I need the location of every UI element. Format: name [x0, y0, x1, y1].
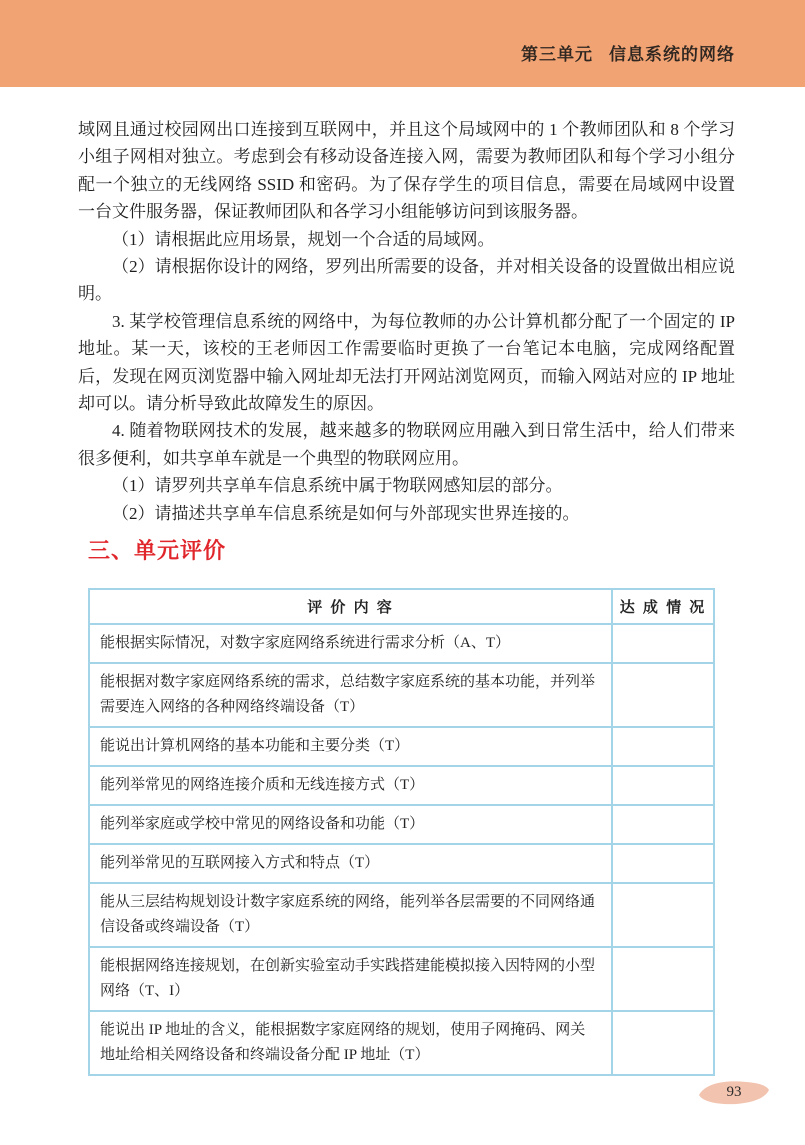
status-cell-empty [612, 766, 714, 805]
paragraph-continuation: 域网且通过校园网出口连接到互联网中，并且这个局域网中的 1 个教师团队和 8 个学习小组子网相对独立。考虑到会有移动设备连接入网，需要为教师团队和每个学习小组分配一个独立的无线网络 SSID 和密码。为了保存学生的项目信息，需要在局域网中设置一台文件服务器，保证教师团队和各学习小组能够访问到该服务器。 [78, 120, 735, 222]
status-cell-empty [612, 1011, 714, 1075]
status-cell-empty [612, 624, 714, 663]
table-row [89, 766, 714, 805]
column-header-content: 评 价 内 容 [89, 589, 612, 624]
table-row [89, 624, 714, 663]
page-number-badge [698, 1078, 770, 1106]
criterion-text: 能从三层结构规划设计数字家庭系统的网络，能列举各层需要的不同网络通信设备或终端设备（T） [89, 883, 612, 947]
column-header-status: 达 成 情 况 [612, 589, 714, 624]
section-heading-unit-evaluation: 三、单元评价 [88, 538, 227, 563]
criterion-text: 能列举常见的互联网接入方式和特点（T） [89, 844, 612, 883]
question-3: 3. 某学校管理信息系统的网络中，为每位教师的办公计算机都分配了一个固定的 IP 地址。某一天，该校的王老师因工作需要临时更换了一台笔记本电脑，完成网络配置后，发现在网页浏览器中输入网址却无法打开网站浏览网页，而输入网站对应的 IP 地址却可以。请分析导致此故障发生的原因。 [78, 311, 735, 414]
question-4: 4. 随着物联网技术的发展，越来越多的物联网应用融入到日常生活中，给人们带来很多便利，如共享单车就是一个典型的物联网应用。 [78, 421, 735, 468]
evaluation-table [88, 588, 715, 1076]
table-header-row [89, 589, 714, 624]
status-cell-empty [612, 844, 714, 883]
table-row [89, 844, 714, 883]
table-row [89, 883, 714, 947]
status-cell-empty [612, 947, 714, 1011]
question-4-sub2: （2）请描述共享单车信息系统是如何与外部现实世界连接的。 [112, 503, 580, 523]
unit-title: 信息系统的网络 [609, 45, 735, 64]
body-text [78, 116, 735, 527]
table-row [89, 727, 714, 766]
status-cell-empty [612, 883, 714, 947]
table-row [89, 947, 714, 1011]
criterion-text: 能列举家庭或学校中常见的网络设备和功能（T） [89, 805, 612, 844]
question-2-sub1: （1）请根据此应用场景，规划一个合适的局域网。 [112, 229, 495, 249]
criterion-text: 能根据对数字家庭网络系统的需求，总结数字家庭系统的基本功能，并列举需要连入网络的各种网络终端设备（T） [89, 663, 612, 727]
status-cell-empty [612, 727, 714, 766]
criterion-text: 能根据实际情况，对数字家庭网络系统进行需求分析（A、T） [89, 624, 612, 663]
page-number: 93 [726, 1083, 742, 1100]
table-row [89, 805, 714, 844]
status-cell-empty [612, 805, 714, 844]
criterion-text: 能说出 IP 地址的含义，能根据数字家庭网络的规划，使用子网掩码、网关地址给相关网络设备和终端设备分配 IP 地址（T） [89, 1011, 612, 1075]
unit-label: 第三单元 [521, 45, 593, 64]
top-orange-band [0, 0, 805, 87]
running-header [521, 40, 735, 65]
table-row [89, 663, 714, 727]
criterion-text: 能根据网络连接规划，在创新实验室动手实践搭建能模拟接入因特网的小型网络（T、I） [89, 947, 612, 1011]
criterion-text: 能列举常见的网络连接介质和无线连接方式（T） [89, 766, 612, 805]
criterion-text: 能说出计算机网络的基本功能和主要分类（T） [89, 727, 612, 766]
status-cell-empty [612, 663, 714, 727]
question-4-sub1: （1）请罗列共享单车信息系统中属于物联网感知层的部分。 [112, 476, 563, 496]
question-2-sub2: （2）请根据你设计的网络，罗列出所需要的设备，并对相关设备的设置做出相应说明。 [78, 257, 735, 304]
table-row [89, 1011, 714, 1075]
